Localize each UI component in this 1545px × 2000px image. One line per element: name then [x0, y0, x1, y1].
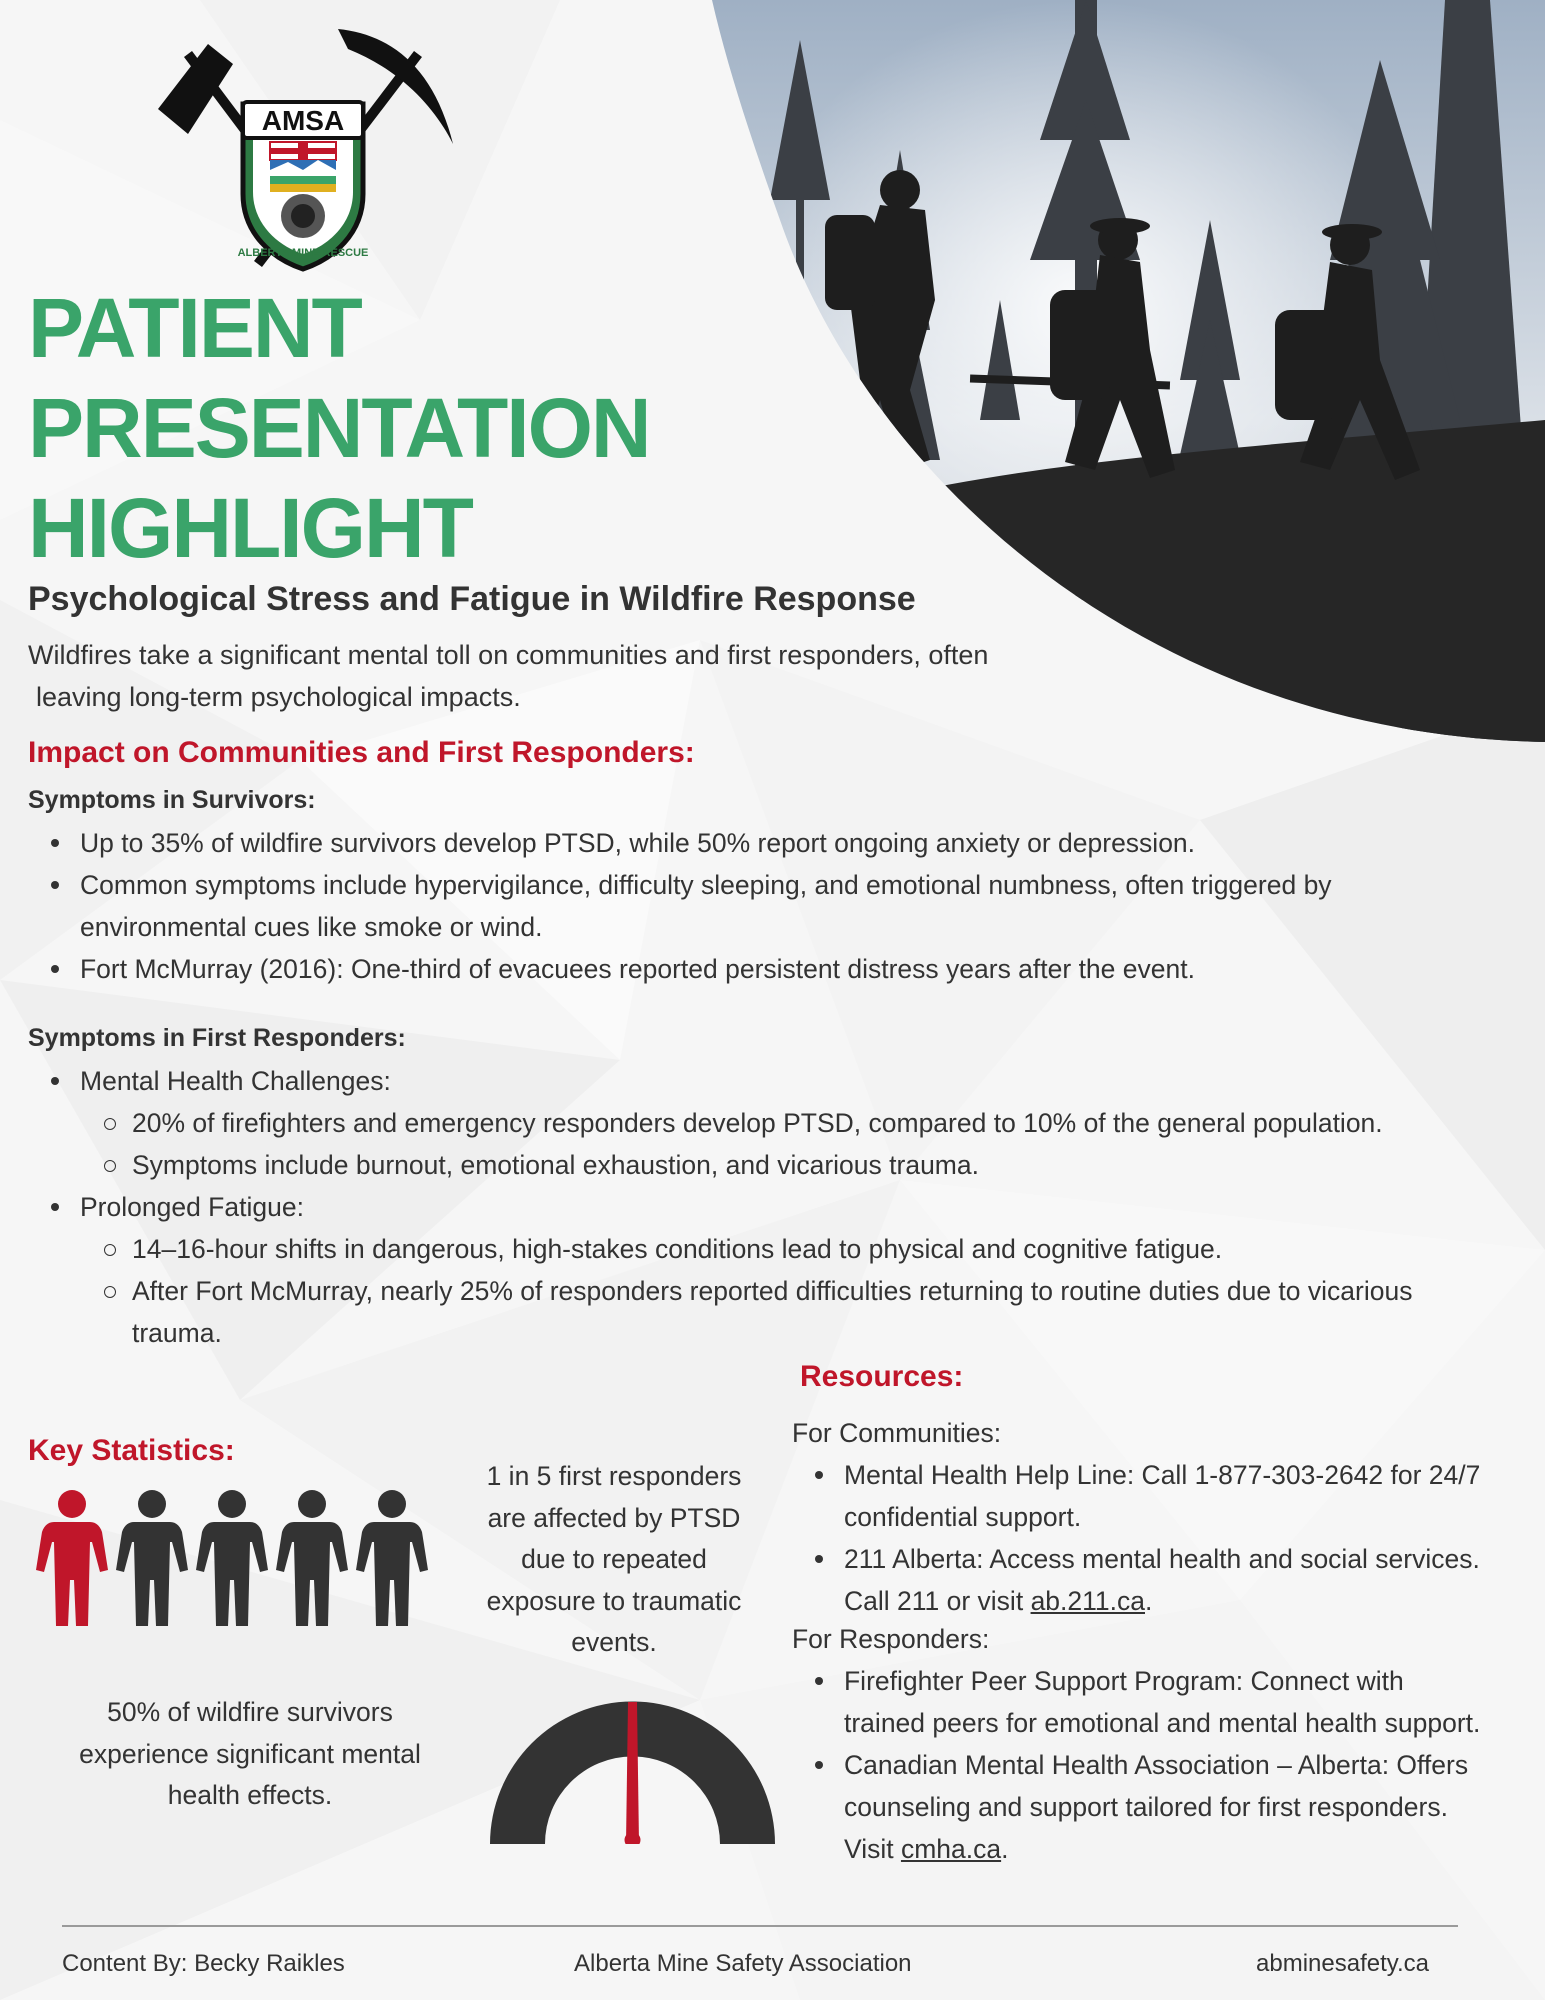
person-icon	[276, 1490, 348, 1626]
list-item: Fort McMurray (2016): One-third of evacuees reported persistent distress years after the event.	[28, 948, 1488, 990]
person-icon	[116, 1490, 188, 1626]
list-item	[28, 1186, 1488, 1354]
punctuation: .	[1145, 1586, 1153, 1616]
responders-list	[28, 1060, 1488, 1354]
list-item: 20% of firefighters and emergency responders develop PTSD, compared to 10% of the general population.	[80, 1102, 1480, 1144]
mental-health-sublist	[80, 1102, 1488, 1186]
intro-line-2: leaving long-term psychological impacts.	[36, 682, 521, 712]
list-item: 14–16-hour shifts in dangerous, high-stakes conditions lead to physical and cognitive fatigue.	[80, 1228, 1488, 1270]
key-statistics-heading: Key Statistics:	[28, 1434, 235, 1467]
impact-heading: Impact on Communities and First Responders:	[28, 736, 695, 769]
communities-list	[792, 1454, 1512, 1622]
responders-resources-list	[792, 1660, 1492, 1870]
person-icon	[356, 1490, 428, 1626]
list-item	[28, 1060, 1488, 1186]
intro-paragraph	[28, 634, 1128, 718]
ab211-link[interactable]: ab.211.ca	[1030, 1586, 1145, 1616]
footer-author: Content By: Becky Raikles	[62, 1950, 345, 1977]
resources-heading: Resources:	[800, 1360, 964, 1393]
list-item: Firefighter Peer Support Program: Connect with trained peers for emotional and mental health support.	[792, 1660, 1492, 1744]
cmha-link[interactable]: cmha.ca	[900, 1834, 1002, 1864]
communities-label: For Communities:	[792, 1418, 1002, 1448]
svg-text:ALBERTA MINE RESCUE: ALBERTA MINE RESCUE	[237, 247, 369, 259]
person-icon-highlighted	[36, 1490, 108, 1626]
survivors-heading: Symptoms in Survivors:	[28, 786, 316, 814]
list-item: Symptoms include burnout, emotional exhaustion, and vicarious trauma.	[80, 1144, 1488, 1186]
people-icons	[22, 1488, 432, 1628]
list-item	[792, 1538, 1512, 1622]
footer-divider	[62, 1925, 1458, 1927]
survivors-list	[28, 822, 1488, 990]
footer-website-link[interactable]: abminesafety.ca	[1256, 1950, 1429, 1977]
alberta211-text: 211 Alberta: Access mental health and social services. Call 211 or visit	[844, 1544, 1480, 1616]
responders-heading: Symptoms in First Responders:	[28, 1024, 406, 1052]
list-item: Mental Health Help Line: Call 1-877-303-2642 for 24/7 confidential support.	[792, 1454, 1512, 1538]
title-line-2: PRESENTATION	[28, 381, 650, 475]
amsa-logo	[148, 24, 458, 279]
list-item: After Fort McMurray, nearly 25% of responders reported difficulties returning to routine duties due to vicarious trauma.	[80, 1270, 1500, 1354]
svg-text:AMSA: AMSA	[261, 105, 345, 136]
list-item: Common symptoms include hypervigilance, difficulty sleeping, and emotional numbness, often triggered by environmental cues like smoke or wind.	[28, 864, 1468, 948]
title-line-1: PATIENT	[28, 281, 361, 375]
gauge-needle	[626, 1702, 639, 1844]
list-item	[792, 1744, 1492, 1870]
gauge-icon	[490, 1694, 775, 1844]
list-item: Up to 35% of wildfire survivors develop PTSD, while 50% report ongoing anxiety or depression.	[28, 822, 1488, 864]
responders-label: For Responders:	[792, 1624, 990, 1654]
subtitle: Psychological Stress and Fatigue in Wildfire Response	[28, 580, 916, 618]
fatigue-label: Prolonged Fatigue:	[80, 1192, 304, 1222]
responders-stat: 1 in 5 first responders are affected by PTSD due to repeated exposure to traumatic events.	[486, 1461, 742, 1657]
intro-line-1: Wildfires take a significant mental toll on communities and first responders, often	[28, 640, 989, 670]
mental-health-label: Mental Health Challenges:	[80, 1066, 391, 1096]
survivors-stat: 50% of wildfire survivors experience significant mental health effects.	[79, 1697, 421, 1810]
footer-organization: Alberta Mine Safety Association	[574, 1950, 912, 1977]
punctuation: .	[1001, 1834, 1009, 1864]
cmha-text: Canadian Mental Health Association – Alberta: Offers counseling and support tailored for first responders. Visit	[844, 1750, 1469, 1864]
fatigue-sublist	[80, 1228, 1488, 1354]
page-title	[28, 278, 728, 578]
person-icon	[196, 1490, 268, 1626]
title-line-3: HIGHLIGHT	[28, 481, 472, 575]
